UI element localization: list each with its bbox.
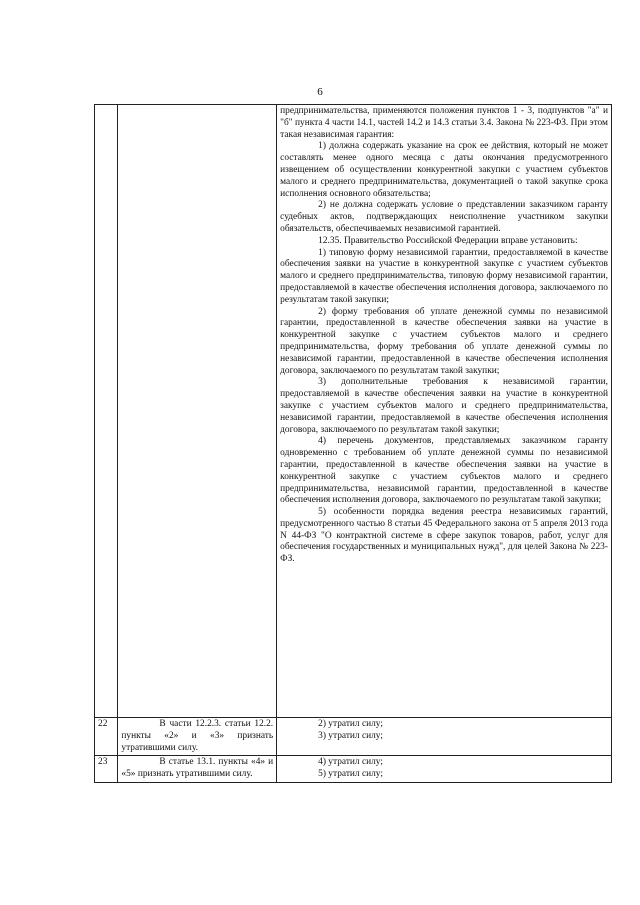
paragraph: 5) особенности порядка ведения реестра независимых гарантий, предусмотренного частью 8 статьи 45 Федерального закона от 5 апреля 2013 года N 44-ФЗ "О контрактной системе в сфере закупок товаров, работ, услуг для обеспечения государственных и муниципальных нужд", для целей Закона № 223-ФЗ.	[280, 507, 608, 565]
table-row	[95, 105, 612, 718]
paragraph: 3) дополнительные требования к независимой гарантии, предоставляемой в качестве обеспечения заявки на участие в конкурентной закупке с участием субъектов малого и среднего предпринимательства, независимой гарантии, предоставляемой в качестве обеспечения исполнения договора, заключаемого по результатам такой закупки;	[280, 377, 608, 435]
paragraph: 1) типовую форму независимой гарантии, предоставляемой в качестве обеспечения заявки на участие в конкурентной закупке с участием субъектов малого и среднего предпринимательства, типовую форму независимой гарантии, предоставляемой в качестве обеспечения исполнения договора, заключаемого по результатам такой закупки;	[280, 247, 608, 305]
page-number: 6	[317, 86, 323, 98]
paragraph: 4) утратил силу;	[318, 757, 383, 768]
table-row	[95, 718, 612, 756]
paragraph: 3) утратил силу;	[318, 730, 383, 741]
paragraph: 2) форму требования об уплате денежной суммы по независимой гарантии, предоставленной в качестве обеспечения заявки на участие в конкурентной закупке с участием субъектов малого и среднего предпринимательства, форму требования об уплате денежной суммы по независимой гарантии, предоставленной в качестве обеспечения исполнения договора, заключаемого по результатам такой закупки;	[280, 306, 608, 376]
amendment-text-cell	[277, 756, 612, 783]
amendment-location-cell	[118, 718, 277, 756]
amendment-text-cell	[277, 105, 612, 718]
paragraph: 2) не должна содержать условие о представлении заказчиком гаранту судебных актов, подтверждающих неисполнение участником закупки обязательств, обеспечиваемых независимой гарантией.	[280, 200, 608, 234]
row-number-cell: 22	[95, 718, 118, 756]
amendment-location-cell	[118, 105, 277, 718]
row-number-cell	[95, 105, 118, 718]
paragraph: В части 12.2.3. статьи 12.2. пункты «2» и «3» признать утратившими силу.	[121, 719, 274, 753]
table-row	[95, 756, 612, 783]
amendment-text-cell	[277, 718, 612, 756]
amendment-location-cell	[118, 756, 277, 783]
paragraph: 2) утратил силу;	[318, 719, 383, 729]
paragraph: 12.35. Правительство Российской Федерации вправе установить:	[318, 235, 578, 246]
amendments-table	[94, 104, 612, 783]
paragraph: 1) должна содержать указание на срок ее действия, который не может составлять менее одного месяца с даты окончания предусмотренного извещением об осуществлении конкурентной закупки с участием субъектов малого и среднего предпринимательства, документацией о такой закупке срока исполнения основного обязательства;	[280, 141, 608, 199]
paragraph: предпринимательства, применяются положения пунктов 1 - 3, подпунктов "а" и "б" пункта 4 части 14.1, частей 14.2 и 14.3 статьи 3.4. Закона № 223-ФЗ. При этом такая независимая гарантия:	[280, 106, 608, 140]
paragraph: В статье 13.1. пункты «4» и «5» признать утратившими силу.	[121, 757, 274, 780]
paragraph: 4) перечень документов, представляемых заказчиком гаранту одновременно с требованием об уплате денежной суммы по независимой гарантии, предоставленной в качестве обеспечения заявки на участие в конкурентной закупке с участием субъектов малого и среднего предпринимательства, независимой гарантии, предоставленной в качестве обеспечения исполнения договора, заключаемого по результатам такой закупки;	[280, 436, 608, 506]
paragraph: 5) утратил силу;	[318, 769, 383, 780]
row-number-cell: 23	[95, 756, 118, 783]
